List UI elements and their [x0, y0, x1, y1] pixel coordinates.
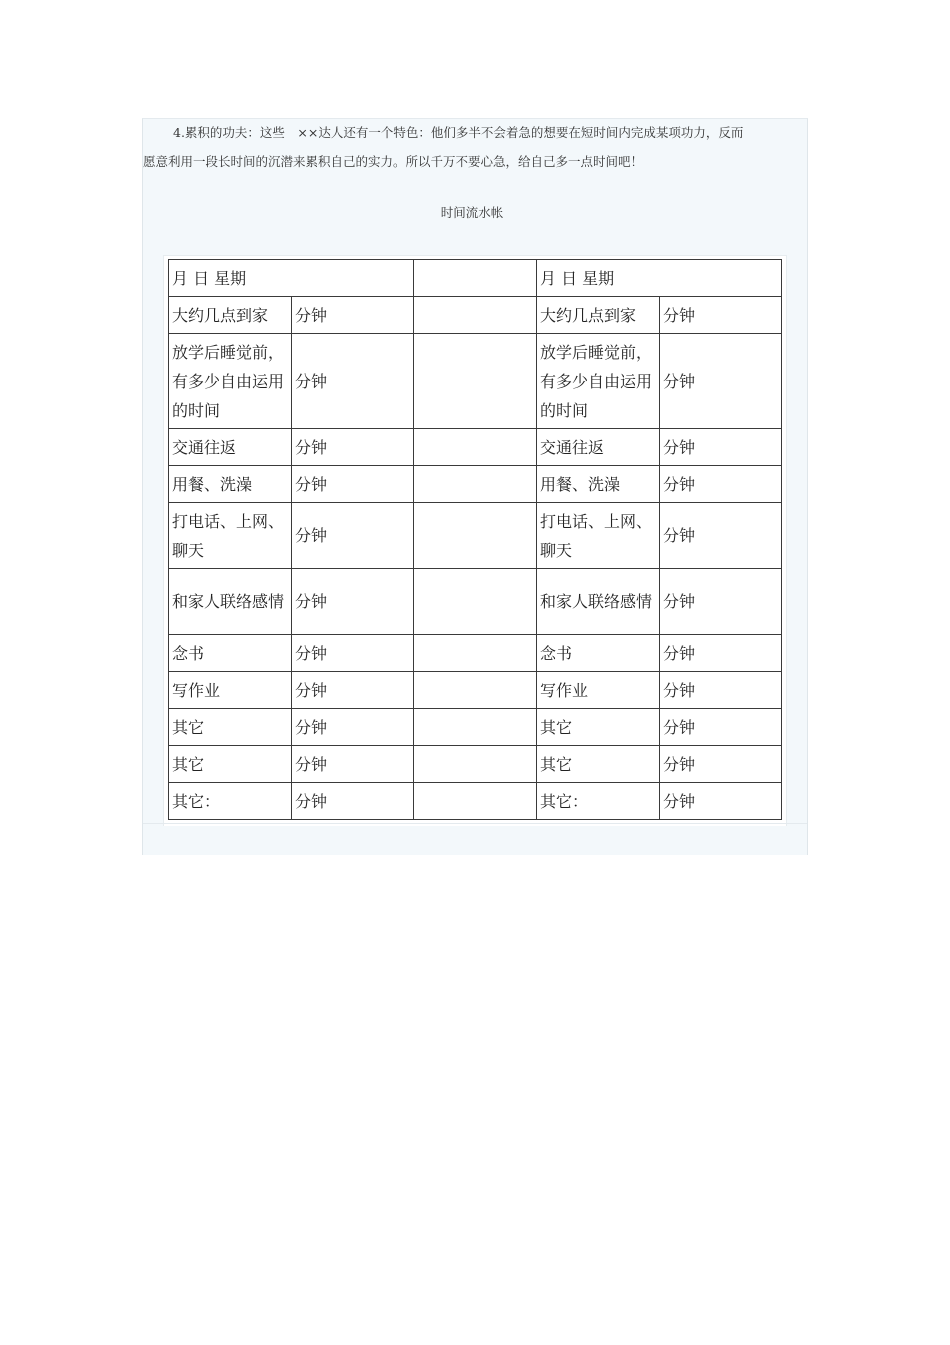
- row-minutes-left: 分钟: [292, 297, 414, 334]
- spacer-cell: [414, 503, 537, 569]
- spacer-cell: [414, 260, 537, 297]
- row-label-left: 其它: [169, 709, 292, 746]
- paragraph-line-2: 愿意利用一段长时间的沉潜来累积自己的实力。所以千万不要心急，给自己多一点时间吧！: [143, 154, 644, 169]
- row-minutes-left: 分钟: [292, 783, 414, 820]
- date-header-right: 月 日 星期: [537, 260, 782, 297]
- row-minutes-left: 分钟: [292, 466, 414, 503]
- row-label-left: 打电话、上网、聊天: [169, 503, 292, 569]
- row-label-right: 其它: [537, 746, 660, 783]
- spacer-cell: [414, 334, 537, 429]
- panel-divider: [143, 823, 807, 824]
- row-label-right: 放学后睡觉前，有多少自由运用的时间: [537, 334, 660, 429]
- spacer-cell: [414, 672, 537, 709]
- table-header-row: [169, 260, 782, 297]
- spacer-cell: [414, 709, 537, 746]
- table-row: [169, 635, 782, 672]
- date-header-left: 月 日 星期: [169, 260, 414, 297]
- time-ledger-table: [168, 259, 782, 820]
- row-minutes-left: 分钟: [292, 503, 414, 569]
- row-minutes-left: 分钟: [292, 709, 414, 746]
- row-minutes-right: 分钟: [660, 297, 782, 334]
- row-minutes-left: 分钟: [292, 569, 414, 635]
- spacer-cell: [414, 783, 537, 820]
- table-row: [169, 297, 782, 334]
- row-label-left: 交通往返: [169, 429, 292, 466]
- row-minutes-right: 分钟: [660, 783, 782, 820]
- row-label-right: 打电话、上网、聊天: [537, 503, 660, 569]
- table-row: [169, 569, 782, 635]
- spacer-cell: [414, 569, 537, 635]
- row-minutes-right: 分钟: [660, 746, 782, 783]
- row-minutes-left: 分钟: [292, 746, 414, 783]
- row-label-right: 交通往返: [537, 429, 660, 466]
- spacer-cell: [414, 466, 537, 503]
- table-row: [169, 503, 782, 569]
- row-minutes-left: 分钟: [292, 429, 414, 466]
- spacer-cell: [414, 429, 537, 466]
- paragraph-line-1: 4.累积的功夫：这些 ××达人还有一个特色：他们多半不会着急的想要在短时间内完成某项功力，反而: [173, 125, 744, 140]
- table-row: [169, 672, 782, 709]
- table-row: [169, 334, 782, 429]
- row-label-right: 用餐、洗澡: [537, 466, 660, 503]
- row-minutes-right: 分钟: [660, 429, 782, 466]
- table-row: [169, 466, 782, 503]
- table-row: [169, 783, 782, 820]
- row-minutes-left: 分钟: [292, 672, 414, 709]
- row-minutes-right: 分钟: [660, 466, 782, 503]
- row-minutes-right: 分钟: [660, 635, 782, 672]
- row-label-right: 其它：: [537, 783, 660, 820]
- row-minutes-right: 分钟: [660, 672, 782, 709]
- row-minutes-right: 分钟: [660, 569, 782, 635]
- row-minutes-left: 分钟: [292, 334, 414, 429]
- table-row: [169, 429, 782, 466]
- spacer-cell: [414, 297, 537, 334]
- row-label-left: 写作业: [169, 672, 292, 709]
- row-label-left: 其它: [169, 746, 292, 783]
- row-minutes-right: 分钟: [660, 503, 782, 569]
- article-panel: [142, 118, 808, 855]
- table-title: 时间流水帐: [440, 205, 504, 220]
- table-image-frame: [163, 255, 787, 826]
- row-minutes-right: 分钟: [660, 709, 782, 746]
- row-label-left: 念书: [169, 635, 292, 672]
- table-row: [169, 746, 782, 783]
- row-label-right: 写作业: [537, 672, 660, 709]
- row-label-left: 放学后睡觉前，有多少自由运用的时间: [169, 334, 292, 429]
- spacer-cell: [414, 746, 537, 783]
- row-label-right: 其它: [537, 709, 660, 746]
- table-row: [169, 709, 782, 746]
- row-minutes-right: 分钟: [660, 334, 782, 429]
- row-label-right: 念书: [537, 635, 660, 672]
- row-label-left: 其它：: [169, 783, 292, 820]
- row-label-left: 大约几点到家: [169, 297, 292, 334]
- row-label-left: 用餐、洗澡: [169, 466, 292, 503]
- spacer-cell: [414, 635, 537, 672]
- row-minutes-left: 分钟: [292, 635, 414, 672]
- row-label-right: 和家人联络感情: [537, 569, 660, 635]
- row-label-left: 和家人联络感情: [169, 569, 292, 635]
- row-label-right: 大约几点到家: [537, 297, 660, 334]
